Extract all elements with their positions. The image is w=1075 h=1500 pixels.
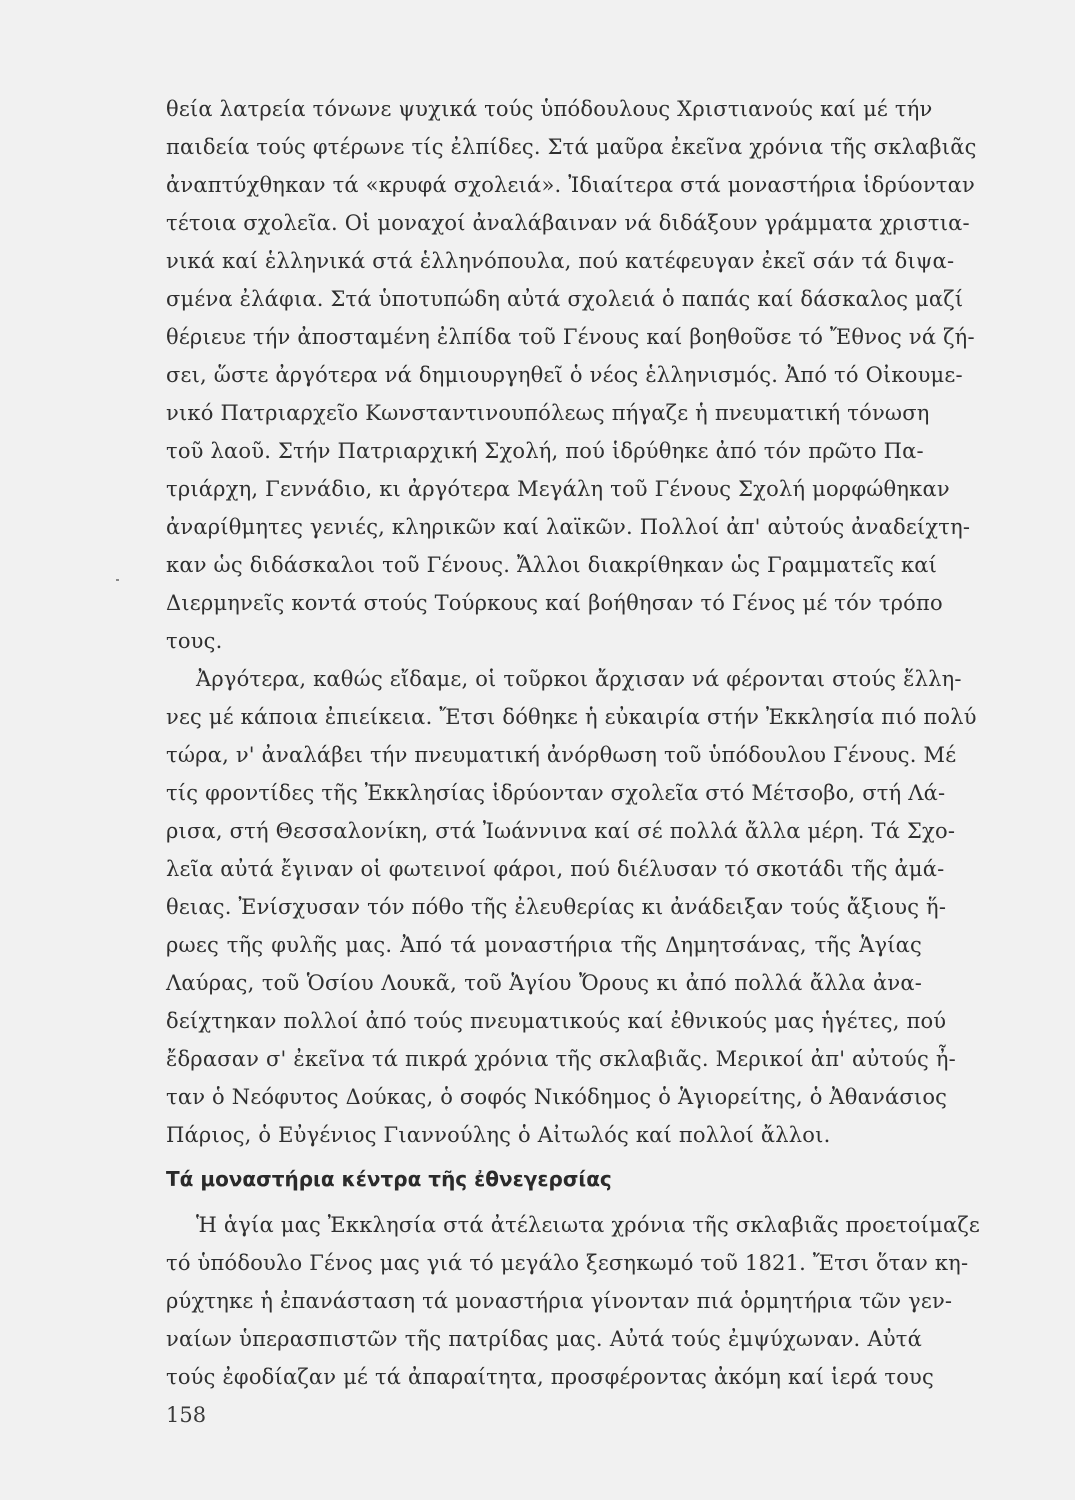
text-line: ἀναρίθμητες γενιές, κληρικῶν καί λαϊκῶν. Πολλοί ἀπ' αὐτούς ἀναδείχτη- xyxy=(166,515,971,539)
text-line: ρισα, στή Θεσσαλονίκη, στά Ἰωάννινα καί σέ πολλά ἄλλα μέρη. Τά Σχο- xyxy=(166,819,956,843)
text-line: τίς φροντίδες τῆς Ἐκκλησίας ἱδρύονταν σχολεῖα στό Μέτσοβο, στή Λά- xyxy=(166,781,946,805)
text-line: τό ὑπόδουλο Γένος μας γιά τό μεγάλο ξεσηκωμό τοῦ 1821. Ἔτσι ὅταν κη- xyxy=(166,1251,969,1275)
text-line: Λαύρας, τοῦ Ὁσίου Λουκᾶ, τοῦ Ἁγίου Ὄρους κι ἀπό πολλά ἄλλα ἀνα- xyxy=(166,971,922,995)
text-line: νικά καί ἑλληνικά στά ἑλληνόπουλα, πού κατέφευγαν ἐκεῖ σάν τά διψα- xyxy=(166,249,955,273)
text-line: θέριευε τήν ἀποσταμένη ἐλπίδα τοῦ Γένους καί βοηθοῦσε τό Ἔθνος νά ζή- xyxy=(166,325,975,349)
text-line: Διερμηνεῖς κοντά στούς Τούρκους καί βοήθησαν τό Γένος μέ τόν τρόπο xyxy=(166,591,943,615)
text-line: τριάρχη, Γεννάδιο, κι ἀργότερα Μεγάλη τοῦ Γένους Σχολή μορφώθηκαν xyxy=(166,477,950,501)
text-line: δείχτηκαν πολλοί ἀπό τούς πνευματικούς καί ἐθνικούς μας ἡγέτες, πού xyxy=(166,1009,947,1033)
text-line: νικό Πατριαρχεῖο Κωνσταντινουπόλεως πήγαζε ἡ πνευματική τόνωση xyxy=(166,401,930,425)
text-line: καν ὡς διδάσκαλοι τοῦ Γένους. Ἄλλοι διακρίθηκαν ὡς Γραμματεῖς καί xyxy=(166,553,938,577)
section-heading: Τά μοναστήρια κέντρα τῆς ἐθνεγερσίας xyxy=(166,1167,612,1191)
page-number: 158 xyxy=(166,1403,207,1427)
text-line: ναίων ὑπερασπιστῶν τῆς πατρίδας μας. Αὐτά τούς ἐμψύχωναν. Αὐτά xyxy=(166,1327,922,1351)
text-line: τους. xyxy=(166,629,223,653)
text-line: τέτοια σχολεῖα. Οἱ μοναχοί ἀναλάβαιναν νά διδάξουν γράμματα χριστια- xyxy=(166,211,970,235)
text-line: ταν ὁ Νεόφυτος Δούκας, ὁ σοφός Νικόδημος ὁ Ἁγιορείτης, ὁ Ἀθανάσιος xyxy=(166,1085,948,1109)
text-line: Πάριος, ὁ Εὐγένιος Γιαννούλης ὁ Αἰτωλός καί πολλοί ἄλλοι. xyxy=(166,1123,831,1147)
text-line: θεία λατρεία τόνωνε ψυχικά τούς ὑπόδουλους Χριστιανούς καί μέ τήν xyxy=(166,97,933,121)
text-line: ἔδρασαν σ' ἐκεῖνα τά πικρά χρόνια τῆς σκλαβιᾶς. Μερικοί ἀπ' αὐτούς ἦ- xyxy=(166,1047,956,1071)
text-line: Ἀργότερα, καθώς εἴδαμε, οἱ τοῦρκοι ἄρχισαν νά φέρονται στούς ἕλλη- xyxy=(196,667,962,691)
text-line: ἀναπτύχθηκαν τά «κρυφά σχολειά». Ἰδιαίτερα στά μοναστήρια ἱδρύονταν xyxy=(166,173,975,197)
text-line: τοῦ λαοῦ. Στήν Πατριαρχική Σχολή, πού ἱδρύθηκε ἀπό τόν πρῶτο Πα- xyxy=(166,439,924,463)
text-line: τώρα, ν' ἀναλάβει τήν πνευματική ἀνόρθωση τοῦ ὑπόδουλου Γένους. Μέ xyxy=(166,743,957,767)
text-line: σμένα ἐλάφια. Στά ὑποτυπώδη αὐτά σχολειά ὁ παπάς καί δάσκαλος μαζί xyxy=(166,287,964,311)
text-line: τούς ἐφοδίαζαν μέ τά ἀπαραίτητα, προσφέροντας ἀκόμη καί ἱερά τους xyxy=(166,1365,934,1389)
text-line: Ἡ ἁγία μας Ἐκκλησία στά ἀτέλειωτα χρόνια τῆς σκλαβιᾶς προετοίμαζε xyxy=(196,1213,980,1237)
text-line: λεῖα αὐτά ἔγιναν οἱ φωτεινοί φάροι, πού διέλυσαν τό σκοτάδι τῆς ἀμά- xyxy=(166,857,945,881)
scan-speck xyxy=(116,579,119,581)
text-line: σει, ὥστε ἀργότερα νά δημιουργηθεῖ ὁ νέος ἑλληνισμός. Ἀπό τό Οἰκουμε- xyxy=(166,363,963,387)
text-line: νες μέ κάποια ἐπιείκεια. Ἔτσι δόθηκε ἡ εὐκαιρία στήν Ἐκκλησία πιό πολύ xyxy=(166,705,977,729)
text-line: θειας. Ἐνίσχυσαν τόν πόθο τῆς ἐλευθερίας κι ἀνάδειξαν τούς ἄξιους ἥ- xyxy=(166,895,947,919)
text-line: ρύχτηκε ἡ ἐπανάσταση τά μοναστήρια γίνονταν πιά ὁρμητήρια τῶν γεν- xyxy=(166,1289,953,1313)
text-line: παιδεία τούς φτέρωνε τίς ἐλπίδες. Στά μαῦρα ἐκεῖνα χρόνια τῆς σκλαβιᾶς xyxy=(166,135,977,159)
text-line: ρωες τῆς φυλῆς μας. Ἀπό τά μοναστήρια τῆς Δημητσάνας, τῆς Ἁγίας xyxy=(166,933,922,957)
